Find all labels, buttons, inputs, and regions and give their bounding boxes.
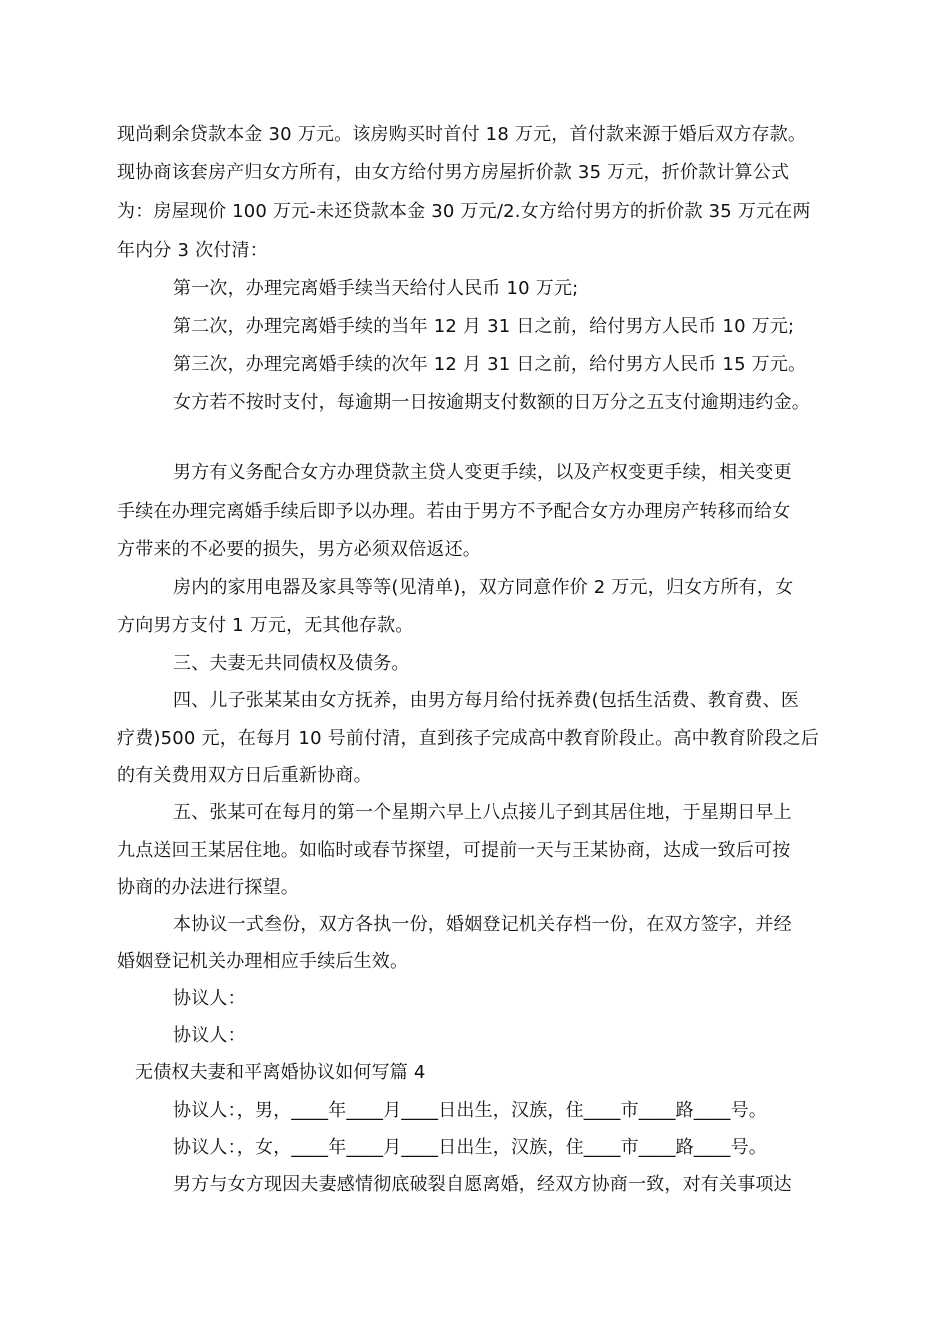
text-line: 男方与女方现因夫妻感情彻底破裂自愿离婚，经双方协商一致，对有关事项达 [173, 1174, 792, 1195]
text-line: 现尚剩余贷款本金 30 万元。该房购买时首付 18 万元，首付款来源于婚后双方存款。 [117, 124, 807, 145]
text-line: 四、儿子张某某由女方抚养，由男方每月给付抚养费(包括生活费、教育费、医 [173, 690, 800, 711]
text-line: 第三次，办理完离婚手续的次年 12 月 31 日之前，给付男方人民币 15 万元。 [173, 354, 807, 375]
text-line: 协议人：，女，____年____月____日出生，汉族，住____市____路____号。 [173, 1137, 767, 1158]
text-line: 手续在办理完离婚手续后即予以办理。若由于男方不予配合女方办理房产转移而给女 [117, 501, 791, 522]
text-line: 现协商该套房产归女方所有，由女方给付男方房屋折价款 35 万元，折价款计算公式 [117, 162, 790, 183]
text-line: 女方若不按时支付，每逾期一日按逾期支付数额的日万分之五支付逾期违约金。 [173, 392, 810, 413]
text-line: 五、张某可在每月的第一个星期六早上八点接儿子到其居住地，于星期日早上 [173, 802, 792, 823]
text-line: 疗费)500 元，在每月 10 号前付清，直到孩子完成高中教育阶段止。高中教育阶段之后 [117, 728, 820, 749]
text-line: 方带来的不必要的损失，男方必须双倍返还。 [117, 539, 481, 560]
text-line: 本协议一式叁份，双方各执一份，婚姻登记机关存档一份，在双方签字，并经 [173, 914, 792, 935]
text-line: 三、夫妻无共同债权及债务。 [173, 653, 410, 674]
text-line: 九点送回王某居住地。如临时或春节探望，可提前一天与王某协商，达成一致后可按 [117, 840, 791, 861]
text-line: 的有关费用双方日后重新协商。 [117, 765, 372, 786]
text-line: 协商的办法进行探望。 [117, 877, 299, 898]
signatory-label: 协议人： [173, 988, 246, 1009]
text-line: 婚姻登记机关办理相应手续后生效。 [117, 951, 409, 972]
section-heading: 无债权夫妻和平离婚协议如何写篇 4 [135, 1062, 426, 1083]
text-line: 第二次，办理完离婚手续的当年 12 月 31 日之前，给付男方人民币 10 万元; [173, 316, 795, 337]
text-line: 房内的家用电器及家具等等(见清单)，双方同意作价 2 万元，归女方所有，女 [173, 577, 794, 598]
text-line: 男方有义务配合女方办理贷款主贷人变更手续，以及产权变更手续，相关变更 [173, 462, 792, 483]
text-line: 年内分 3 次付清： [117, 240, 268, 261]
text-line: 第一次，办理完离婚手续当天给付人民币 10 万元; [173, 278, 579, 299]
text-line: 方向男方支付 1 万元，无其他存款。 [117, 615, 414, 636]
text-line: 协议人：，男，____年____月____日出生，汉族，住____市____路____号。 [173, 1100, 767, 1121]
text-line: 为：房屋现价 100 万元-未还贷款本金 30 万元/2.女方给付男方的折价款 35 万元在两 [117, 201, 811, 222]
signatory-label: 协议人： [173, 1025, 246, 1046]
